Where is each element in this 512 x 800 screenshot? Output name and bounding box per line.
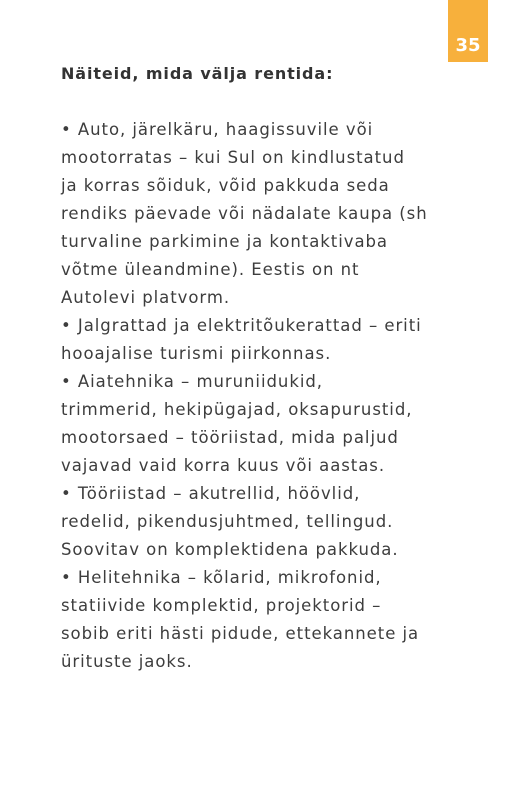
text-line: hooajalise turismi piirkonnas.: [61, 344, 332, 363]
spacer: [61, 88, 461, 116]
text-line: sobib eriti hästi pidude, ettekannete ja: [61, 624, 420, 643]
text-line: • Auto, järelkäru, haagissuvile või: [61, 120, 374, 139]
text-line: rendiks päevade või nädalate kaupa (sh: [61, 204, 428, 223]
text-line: • Jalgrattad ja elektritõukerattad – eriti: [61, 316, 422, 335]
page-number: 35: [455, 35, 481, 56]
text-line: • Helitehnika – kõlarid, mikrofonid,: [61, 568, 382, 587]
text-line: redelid, pikendusjuhtmed, tellingud.: [61, 512, 394, 531]
text-line: turvaline parkimine ja kontaktivaba: [61, 232, 388, 251]
text-line: • Aiatehnika – muruniidukid,: [61, 372, 323, 391]
text-line: trimmerid, hekipügajad, oksapurustid,: [61, 400, 413, 419]
text-line: vajavad vaid korra kuus või aastas.: [61, 456, 386, 475]
examples-paragraph: [61, 116, 461, 676]
section-heading: Näiteid, mida välja rentida:: [61, 64, 334, 83]
text-line: ja korras sõiduk, võid pakkuda seda: [61, 176, 390, 195]
text-line: ürituste jaoks.: [61, 652, 193, 671]
text-line: statiivide komplektid, projektorid –: [61, 596, 382, 615]
text-line: mootorratas – kui Sul on kindlustatud: [61, 148, 405, 167]
text-line: • Tööriistad – akutrellid, höövlid,: [61, 484, 361, 503]
page-content: [61, 60, 461, 676]
text-line: mootorsaed – tööriistad, mida paljud: [61, 428, 399, 447]
text-line: võtme üleandmine). Eestis on nt: [61, 260, 360, 279]
page-number-tab: [448, 0, 488, 62]
text-line: Soovitav on komplektidena pakkuda.: [61, 540, 399, 559]
text-line: Autolevi platvorm.: [61, 288, 231, 307]
